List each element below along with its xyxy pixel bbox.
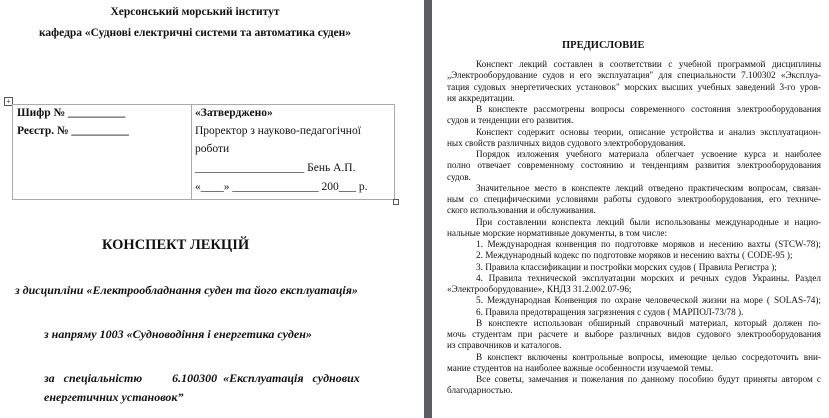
preface-line: В конспект включены контрольные вопросы, имеющие целью сосредоточить вни- [476,351,821,362]
preface-line: Конспект лекций составлен в соответствии с учебной программой дисциплины [476,59,821,69]
preface-line: ным со специфическими условиями работы судового электрооборудования, его техниче- [447,194,821,204]
preface-line: нальные морские нормативные документы, в том числе: [447,227,667,238]
preface-line: 5. Международная Конвенция по охране человеческой жизни на море ( SOLAS-74); [476,295,821,306]
table-resize-handle[interactable] [393,199,399,205]
preface-line: судов и тенденции его развития. [447,115,574,126]
preface-line: ня аккредитации. [447,92,515,103]
preface-line: 2. Международный кодекс по подготовке моряков и несению вахты ( CODE-95 ); [476,250,793,261]
approved-label: «Затверджено» [195,107,273,119]
position-line2: роботи [195,143,230,155]
preface-line: благодарностью. [447,385,513,396]
preface-heading: ПРЕДИСЛОВИЕ [562,40,645,51]
preface-line: мочь студентам при расчете и выборе различных видов судового электрооборудования [447,329,821,339]
direction-line: з напряму 1003 «Судноводіння і енергетика суден» [44,327,312,341]
preface-line: ных свойств различных видов судового электроборудования. [447,137,686,148]
preface-line: Все советы, замечания и пожелания по данному пособию будут приняты автором с [476,374,821,384]
preface-line: Конспект содержит основы теории, описание устройства и анализ эксплуатацион- [476,126,821,137]
table-move-handle-icon[interactable]: + [4,97,13,106]
preface-line: „Электрооборудование судов и его эксплуатация" для специальности 7.100302 «Эксплуа- [447,70,821,81]
specialty-line2: енергетичних установок” [44,390,184,404]
preface-line: При составлении конспекта лекций были использованы международные и нацио- [476,216,821,227]
signature-line: ___________________ Бень А.П. [195,162,356,174]
preface-line: В конспекте рассмотрены вопросы современного состояния электрооборудования [476,104,821,114]
registry-field: Реєстр. № __________ [17,125,129,137]
date-line: «____» _______________ 200___ р. [195,181,368,193]
preface-line: полно отвечает современному состоянию и тенденциям развития электрооборудования [447,160,821,171]
preface-line: 3. Правила классификации и постройки морских судов ( Правила Регистра ); [476,261,777,272]
preface-line: Порядок изложения учебного материала облегчает усвоение курса и наиболее [476,149,821,159]
position-line1: Проректор з науково-педагогічної [195,125,361,137]
preface-line: судов. [447,171,471,182]
approval-table [12,104,395,200]
preface-line: 6. Правила предотвращения загрязнения с судов ( МАРПОЛ-73/78 ). [476,306,744,317]
preface-line: В конспекте использован обширный справочный материал, который должен по- [476,317,821,328]
preface-line: 1. Международная конвенция по подготовке моряков и несению вахты (STCW-78); [476,239,821,249]
institute-name: Херсонський морський інститут [110,6,280,18]
page-separator [424,0,432,418]
preface-line: из справочников и каталогов. [447,340,562,351]
document-title: КОНСПЕКТ ЛЕКЦІЙ [102,237,250,253]
preface-line: тация судовых энергетических установок" морских высших учебных заведений 3-го уров- [447,81,821,92]
preface-line: 4. Правила технической эксплуатации морских и речных судов Украины. Раздел [476,272,821,283]
right-page [432,0,829,418]
preface-line: мание студентов на наиболее важные особенности изучаемой темы. [447,362,714,373]
preface-line: ского использования и обслуживания. [447,205,596,216]
department-name: кафедра «Суднові електричні системи та автоматика суден» [38,27,352,39]
preface-line: «Электрооборудование», КНДЗ 31.2.002.07-96; [447,284,632,294]
discipline-line: з дисципліни «Електрообладнання суден та його експлуатація» [15,283,358,297]
cipher-field: Шифр № __________ [17,107,126,119]
specialty-line1: за спеціальністю 6.100300 «Експлуатація суднових [44,371,360,385]
preface-line: Значительное место в конспекте лекций отведено практическим вопросам, связан- [476,182,821,193]
